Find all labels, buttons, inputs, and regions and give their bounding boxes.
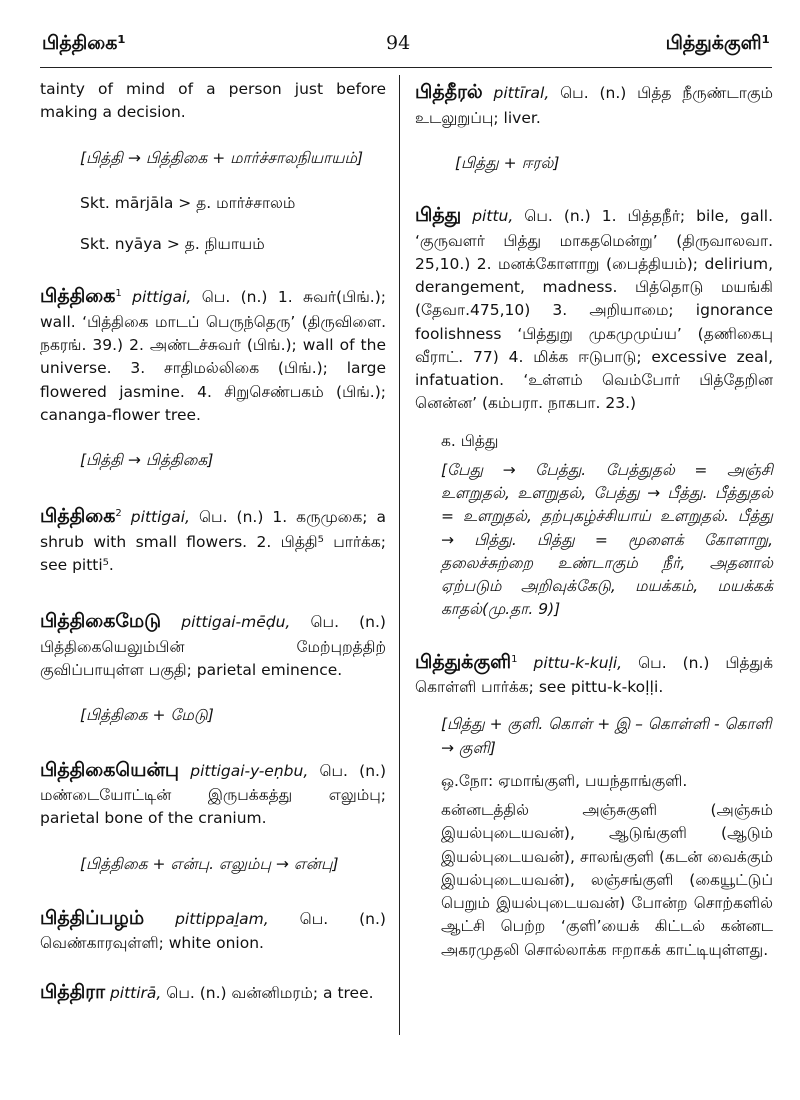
transliteration: pittigai, <box>132 288 192 307</box>
kannada-cognate: க. பித்து <box>441 431 499 450</box>
headword: பித்துக்குளி <box>415 650 512 673</box>
entry-definition: பெ. (n.) 1. சுவர்(பிங்.); wall. ‘பித்திகை மாடப் பெருந்தெரு’ (திருவிளை. நகரங். 39.) 2. அண்டச்சுவர் (பிங்.); wall of the universe. 3. சாதிமல்லிகை (பிங்.); large flowered jasmine. 4. சிறுசெண்பகம் (பிங்.); cananga-flower tree. <box>40 288 386 424</box>
headword-superscript: 1 <box>511 653 518 665</box>
headword: பித்திகை <box>40 285 116 308</box>
dictionary-entry <box>40 756 386 831</box>
transliteration: pittīral, <box>493 84 550 102</box>
entry-definition: tainty of mind of a person just before making a decision. <box>40 80 386 122</box>
dictionary-entry <box>40 282 386 427</box>
entry-definition: பெ. (n.) பித்த நீருண்டாகும் உடலுறுப்பு; liver. <box>415 84 773 127</box>
dictionary-entry <box>40 904 386 956</box>
headword: பித்திப்பழம் <box>40 906 145 929</box>
entry-definition: பெ. (n.) வன்னிமரம்; a tree. <box>161 983 374 1002</box>
left-column <box>40 78 386 1028</box>
header-left-guideword: பித்திகை¹ <box>42 32 126 54</box>
dictionary-entry <box>40 607 386 682</box>
right-column <box>415 78 773 972</box>
header-right-guideword: பித்துக்குளி¹ <box>665 32 770 54</box>
entry-definition: பெ. (n.) பித்திகையெலும்பின் மேற்புறத்திற் குவிப்பாயுள்ள பகுதி; parietal eminence. <box>40 613 386 679</box>
dictionary-entry <box>40 502 386 577</box>
page-number: 94 <box>386 32 411 54</box>
etymology-note: [பித்தி → பித்திகை + மார்ச்சாலநியாயம்] <box>80 148 364 167</box>
etymology-note: [பித்திகை + என்பு. எலும்பு → என்பு] <box>80 854 339 873</box>
sanskrit-note: Skt. nyāya > த. நியாயம் <box>80 235 265 253</box>
headword: பித்திகைமேடு <box>40 610 162 633</box>
transliteration: pittigai-mēḍu, <box>181 613 291 632</box>
dictionary-entry <box>415 78 773 130</box>
etymology-note: [பித்திகை + மேடு] <box>80 706 214 725</box>
transliteration: pittigai-y-eṇbu, <box>190 761 309 780</box>
dictionary-entry <box>415 201 773 416</box>
headword: பித்திரா <box>40 980 106 1003</box>
entry-continuation <box>40 78 386 125</box>
compare-note: ஒ.நோ: ஏமாங்குளி, பயந்தாங்குளி. <box>441 771 688 790</box>
headword-superscript: 2 <box>115 508 122 520</box>
page-header <box>0 0 800 75</box>
headword: பித்தீரல் <box>415 81 483 103</box>
headword: பித்திகையென்பு <box>40 758 180 781</box>
dictionary-entry <box>415 648 773 700</box>
headword: பித்திகை <box>40 505 116 528</box>
transliteration: pittippaḻam, <box>175 909 269 928</box>
entry-definition: பெ. (n.) வெண்காரவுள்ளி; white onion. <box>40 909 386 953</box>
etymology-note: [பித்து + குளி. கொள் + இ – கொள்ளி - கொளி → குளி] <box>441 715 772 757</box>
sanskrit-note: Skt. mārjāla > த. மார்ச்சாலம் <box>80 193 296 212</box>
transliteration: pittigai, <box>130 508 190 527</box>
header-rule <box>40 67 772 68</box>
headword-superscript: 1 <box>115 288 122 300</box>
transliteration: pittu, <box>472 207 514 225</box>
entry-definition: பெ. (n.) 1. பித்தநீர்; bile, gall. ‘குருவளர் பித்து மாகதமென்று’ (திருவாலவா. 25,10.) 2. மனக்கோளாறு (பைத்தியம்); delirium, derangement, madness. பித்தொடு மயங்கி (தேவா.475,10) 3. அறியாமை; ignorance foolishness ‘பித்துறு முகமுமுய்ய’ (தணிகைபு வீராட். 77) 4. மிக்க ஈடுபாடு; excessive zeal, infatuation. ‘உள்ளம் வெம்போர் பித்தேறின னென்ன’ (கம்பரா. நாகபா. 23.) <box>415 207 773 413</box>
etymology-note: [பேது → பேத்து. பேத்துதல் = அஞ்சி உளறுதல், உளறுதல், பேத்து → பீத்து. பீத்துதல் = உளறுதல், தற்புகழ்ச்சியாய் உளறுதல். பீத்து → பித்து. பித்து = மூளைக் கோளாறு, தலைச்சுற்றை உண்டாகும் நீர், அதனால் ஏற்படும் அறிவுக்கேடு, மயக்கம், மயக்கக் காதல்(மு.தா. 9)] <box>441 460 773 619</box>
column-divider <box>399 75 400 1035</box>
entry-definition: பெ. (n.) 1. கருமுகை; a shrub with small flowers. 2. பித்தி⁵ பார்க்க; see pitti⁵. <box>40 508 386 574</box>
usage-note: கன்னடத்தில் அஞ்சுகுளி (அஞ்சும் இயல்புடையவன்), ஆடுங்குளி (ஆடும் இயல்புடையவன்), சாலங்குளி (கடன் வைக்கும் இயல்புடையவன்), லஞ்சங்குளி (கையூட்டுப் பெறும் இயல்புடையவன்) போன்ற சொற்களில் ஆட்சி பெற்ற ‘குளி’யைக் கிட்டல் கன்னட அகரமுதலி சொல்லாக்க ஈறாகக் காட்டியுள்ளது. <box>441 801 773 959</box>
dictionary-entry <box>40 978 386 1007</box>
etymology-note: [பித்து + ஈரல்] <box>455 153 560 172</box>
transliteration: pittirā, <box>109 983 162 1002</box>
etymology-note: [பித்தி → பித்திகை] <box>80 451 214 469</box>
headword: பித்து <box>415 204 462 226</box>
entry-definition: பெ. (n.) மண்டையோட்டின் இருபக்கத்து எலும்பு; parietal bone of the cranium. <box>40 761 386 828</box>
entry-definition: பெ. (n.) பித்துக் கொள்ளி பார்க்க; see pittu-k-koḷḷi. <box>415 653 773 696</box>
transliteration: pittu-k-kuḷi, <box>533 653 623 672</box>
